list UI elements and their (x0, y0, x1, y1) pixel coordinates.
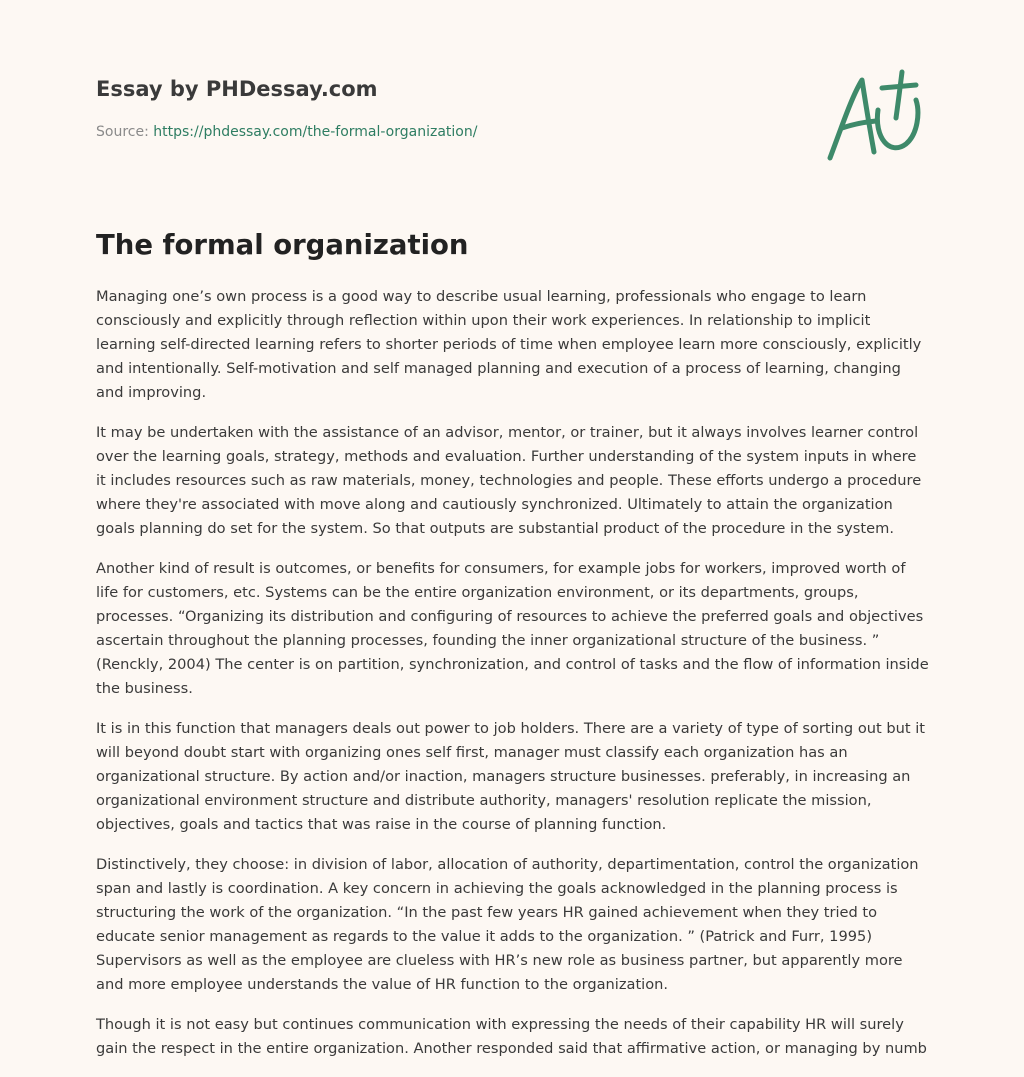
essay-title: The formal organization (96, 229, 469, 261)
essay-paragraph: Distinctively, they choose: in division of labor, allocation of authority, departimentation, control the organization span and lastly is coordination. A key concern in achieving the goals acknowledged in the planning process is structuring the work of the organization. “In the past few years HR gained achievement when they tried to educate senior management as regards to the value it adds to the organization. ” (Patrick and Furr, 1995) Supervisors as well as the employee are clueless with HR’s new role as business partner, but apparently more and more employee understands the value of HR function to the organization. (96, 856, 919, 993)
source-line (96, 122, 796, 142)
brand-title: Essay by PHDessay.com (96, 77, 378, 101)
essay-paragraph: Managing one’s own process is a good way to describe usual learning, professionals who engage to learn consciously and explicitly through reflection within upon their work experiences. In relationship to implicit learning self-directed learning refers to shorter periods of time when employee learn more consciously, explicitly and intentionally. Self-motivation and self managed planning and execution of a process of learning, changing and improving. (96, 288, 922, 401)
essay-paragraph: It may be undertaken with the assistance of an advisor, mentor, or trainer, but it always involves learner control over the learning goals, strategy, methods and evaluation. Further understanding of the system inputs in where it includes resources such as raw materials, money, technologies and people. These efforts undergo a procedure where they're associated with move along and cautiously synchronized. Ultimately to attain the organization goals planning do set for the system. So that outputs are substantial product of the procedure in the system. (96, 424, 922, 537)
essay-paragraph: Though it is not easy but continues communication with expressing the needs of their capability HR will surely gain the respect in the entire organization. Another responded said that affirmative action, or managing by numb (96, 1016, 927, 1057)
essay-paragraph: It is in this function that managers deals out power to job holders. There are a variety of type of sorting out but it will beyond doubt start with organizing ones self first, manager must classify each organization has an organizational structure. By action and/or inaction, managers structure businesses. preferably, in increasing an organizational environment structure and distribute authority, managers' resolution replicate the mission, objectives, goals and tactics that was raise in the course of planning function. (96, 720, 926, 833)
essay-paragraph: Another kind of result is outcomes, or benefits for consumers, for example jobs for workers, improved worth of life for customers, etc. Systems can be the entire organization environment, or its departments, groups, processes. “Organizing its distribution and configuring of resources to achieve the preferred goals and objectives ascertain throughout the planning processes, founding the inner organizational structure of the business. ” (Renckly, 2004) The center is on partition, synchronization, and control of tasks and the flow of information inside the business. (96, 560, 929, 697)
essay-header (96, 74, 796, 142)
source-label: Source: (96, 124, 154, 140)
a-plus-logo-icon (820, 66, 930, 166)
essay-body (96, 285, 936, 1077)
source-link[interactable]: https://phdessay.com/the-formal-organization/ (153, 124, 478, 140)
